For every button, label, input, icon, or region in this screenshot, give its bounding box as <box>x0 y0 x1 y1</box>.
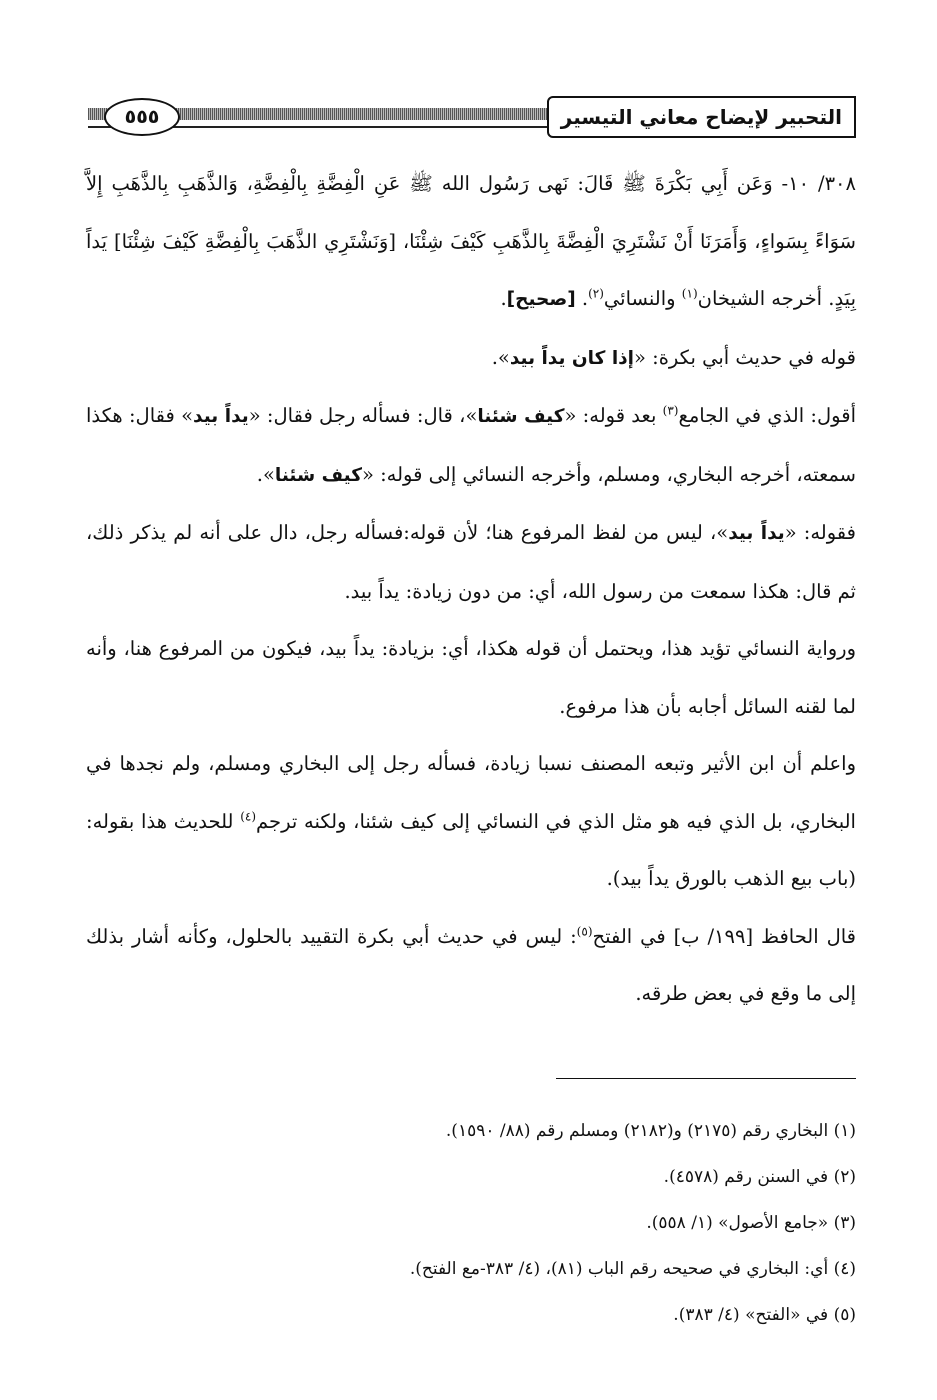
text-run: قوله في حديث أبي بكرة: « <box>634 345 856 369</box>
paragraph <box>86 908 856 1023</box>
footnote-3: (٣) «جامع الأصول» (١/ ٥٥٨). <box>646 1213 856 1233</box>
paragraph <box>86 735 856 908</box>
paragraph <box>86 504 856 620</box>
footnote-marker: (١) <box>681 286 698 301</box>
text-run: : ليس في حديث أبي بكرة التقييد بالحلول، وكأنه أشار بذلك إلى ما وقع في بعض طرقه. <box>86 924 856 1005</box>
footnote-marker: (٥) <box>576 924 593 938</box>
text-run: للحديث هذا بقوله: (باب بيع الذهب بالورق يداً بيد). <box>86 809 856 890</box>
bold-phrase: إذا كان يداً بيد <box>509 347 634 369</box>
footnote-marker: (٤) <box>240 809 257 823</box>
page-number: ٥٥٥ <box>104 98 180 136</box>
paragraph <box>86 155 856 329</box>
text-run: »، ليس من لفظ المرفوع هنا؛ لأن قوله:فسأله رجل، دال على أنه لم يذكر ذلك، ثم قال: هكذا سمعت من رسول الله، أي: من دون زيادة: يداً بيد. <box>86 521 856 603</box>
text-run: ». <box>256 462 275 486</box>
text-run: واعلم أن ابن الأثير وتبعه المصنف نسبا زيادة، فسأله رجل إلى البخاري ومسلم، ولم نجدها في البخاري، بل الذي فيه هو مثل الذي في النسائي إلى كيف شئنا، ولكنه ترجم <box>86 752 856 833</box>
main-text <box>86 155 856 1023</box>
footnote-separator <box>556 1078 856 1079</box>
bold-phrase: [صحيح] <box>506 289 576 310</box>
bold-phrase: كيف شئنا <box>274 464 362 486</box>
bold-phrase: كيف شئنا <box>477 406 565 427</box>
paragraph <box>86 620 856 735</box>
paragraph <box>86 329 856 388</box>
text-run: »، قال: فسأله رجل فقال: « <box>248 404 478 427</box>
footnote-2: (٢) في السنن رقم (٤٥٧٨). <box>663 1167 856 1187</box>
text-run: أقول: الذي في الجامع <box>678 404 856 427</box>
text-run: ». <box>491 345 510 369</box>
text-run: . <box>500 287 507 310</box>
footnotes <box>86 1108 856 1338</box>
bold-phrase: يداً بيد <box>193 406 249 427</box>
book-title: التحبير لإيضاح معاني التيسير <box>547 96 856 138</box>
text-run: » فقال: هكذا سمعته، أخرجه البخاري، ومسلم، وأخرجه النسائي إلى قوله: « <box>86 404 856 486</box>
text-run: ورواية النسائي تؤيد هذا، ويحتمل أن قوله هكذا، أي: بزيادة: يداً بيد، فيكون من المرفوع هنا، وأنه لما لقنه السائل أجابه بأن هذا مرفوع. <box>86 637 856 718</box>
footnote-marker: (٣) <box>662 403 679 418</box>
footnote-1: (١) البخاري رقم (٢١٧٥) و(٢١٨٢) ومسلم رقم (٨٨/ ١٥٩٠). <box>445 1121 856 1141</box>
paragraph <box>86 387 856 504</box>
bold-phrase: يداً بيد <box>728 523 785 544</box>
text-run: فقوله: « <box>784 521 856 544</box>
text-run: . <box>575 287 589 310</box>
page-header <box>88 96 848 146</box>
footnote-marker: (٢) <box>588 286 604 301</box>
footnote-5: (٥) في «الفتح» (٤/ ٣٨٣). <box>673 1305 856 1325</box>
text-run: ٣٠٨/ ١٠- وَعَن أَبِي بَكْرَةَ ﷺ قَالَ: نَهى رَسُول الله ﷺ عَنِ الْفِضَّةِ بِالْفِضَّةِ، وَالذَّهَبِ بِالذَّهَبِ إِلاَّ سَوَاءً بِسَواءٍ، وَأَمَرَنَا أَنْ نَشْتَرِيَ الْفِضَّةَ بِالذَّهَبِ كَيْفَ شِئْنَا، [وَنَشْتَرِي الذَّهَبَ بِالْفِضَّةِ كَيْفَ شِئْنَا] يَداً بِيَدٍ. أخرجه الشيخان <box>86 172 856 310</box>
text-run: والنسائي <box>603 287 682 310</box>
text-run: قال الحافظ [١٩٩/ ب] في الفتح <box>592 924 856 948</box>
footnote-4: (٤) أي: البخاري في صحيحه رقم الباب (٨١)، (٤/ ٣٨٣-مع الفتح). <box>409 1259 856 1279</box>
text-run: بعد قوله: « <box>564 404 663 427</box>
